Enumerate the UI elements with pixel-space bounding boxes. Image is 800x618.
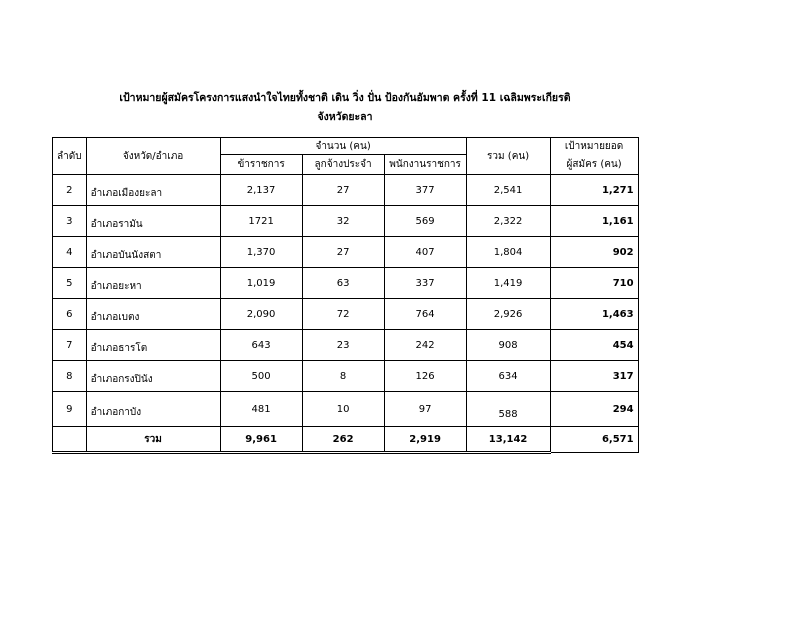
header-count-group: จำนวน (คน) <box>220 138 466 155</box>
row-staff: 407 <box>384 237 466 268</box>
row-district: อำเภอเบตง <box>86 299 220 330</box>
totals-no-cell <box>53 427 87 453</box>
row-no: 6 <box>53 299 87 330</box>
target-table <box>52 137 639 454</box>
row-total: 588 <box>466 392 550 427</box>
header-total: รวม (คน) <box>466 138 550 175</box>
row-staff: 126 <box>384 361 466 392</box>
row-no: 5 <box>53 268 87 299</box>
row-total: 2,322 <box>466 206 550 237</box>
row-total: 1,804 <box>466 237 550 268</box>
row-permanent: 27 <box>302 237 384 268</box>
row-staff: 97 <box>384 392 466 427</box>
row-permanent: 23 <box>302 330 384 361</box>
row-target: 294 <box>550 392 638 427</box>
row-district: อำเภอธารโต <box>86 330 220 361</box>
totals-row <box>53 427 639 453</box>
row-staff: 242 <box>384 330 466 361</box>
row-civil: 500 <box>220 361 302 392</box>
row-civil: 1,370 <box>220 237 302 268</box>
header-target-line1: เป้าหมายยอด <box>564 141 624 152</box>
totals-total: 13,142 <box>466 427 550 453</box>
row-target: 1,161 <box>550 206 638 237</box>
row-target: 710 <box>550 268 638 299</box>
table-row <box>53 299 639 330</box>
row-district: อำเภอยะหา <box>86 268 220 299</box>
row-permanent: 10 <box>302 392 384 427</box>
row-staff: 569 <box>384 206 466 237</box>
table-row <box>53 330 639 361</box>
row-permanent: 72 <box>302 299 384 330</box>
row-permanent: 27 <box>302 175 384 206</box>
row-civil: 643 <box>220 330 302 361</box>
row-no: 7 <box>53 330 87 361</box>
row-total: 2,926 <box>466 299 550 330</box>
row-total: 2,541 <box>466 175 550 206</box>
row-no: 2 <box>53 175 87 206</box>
row-total: 634 <box>466 361 550 392</box>
row-total: 1,419 <box>466 268 550 299</box>
row-civil: 2,090 <box>220 299 302 330</box>
table-row <box>53 392 639 427</box>
header-staff: พนักงานราชการ <box>384 155 466 175</box>
table-row <box>53 206 639 237</box>
table-row <box>53 361 639 392</box>
row-no: 3 <box>53 206 87 237</box>
row-no: 9 <box>53 392 87 427</box>
document-subtitle: จังหวัดยะลา <box>317 111 373 123</box>
row-target: 317 <box>550 361 638 392</box>
row-staff: 377 <box>384 175 466 206</box>
row-total: 908 <box>466 330 550 361</box>
row-district: อำเภอกรงปินัง <box>86 361 220 392</box>
row-civil: 2,137 <box>220 175 302 206</box>
totals-permanent: 262 <box>302 427 384 453</box>
totals-label: รวม <box>86 427 220 453</box>
table-row <box>53 268 639 299</box>
row-permanent: 8 <box>302 361 384 392</box>
row-staff: 337 <box>384 268 466 299</box>
row-target: 1,271 <box>550 175 638 206</box>
table-row <box>53 237 639 268</box>
header-permanent: ลูกจ้างประจำ <box>302 155 384 175</box>
header-district: จังหวัด/อำเภอ <box>86 138 220 175</box>
row-permanent: 32 <box>302 206 384 237</box>
table-row <box>53 175 639 206</box>
row-target: 1,463 <box>550 299 638 330</box>
row-district: อำเภอกาบัง <box>86 392 220 427</box>
row-district: อำเภอรามัน <box>86 206 220 237</box>
row-no: 4 <box>53 237 87 268</box>
document-title: เป้าหมายผู้สมัครโครงการแสงนำใจไทยทั้งชาติ เดิน วิ่ง ปั่น ป้องกันอัมพาต ครั้งที่ 11 เฉลิมพระเกียรติ <box>119 92 571 104</box>
row-civil: 481 <box>220 392 302 427</box>
row-civil: 1,019 <box>220 268 302 299</box>
totals-civil: 9,961 <box>220 427 302 453</box>
row-target: 454 <box>550 330 638 361</box>
row-permanent: 63 <box>302 268 384 299</box>
row-district: อำเภอบันนังสตา <box>86 237 220 268</box>
row-target: 902 <box>550 237 638 268</box>
totals-staff: 2,919 <box>384 427 466 453</box>
header-target <box>550 138 638 175</box>
header-no: ลำดับ <box>53 138 87 175</box>
header-civil: ข้าราชการ <box>220 155 302 175</box>
row-staff: 764 <box>384 299 466 330</box>
row-civil: 1721 <box>220 206 302 237</box>
header-target-line2: ผู้สมัคร (คน) <box>566 159 622 170</box>
totals-target: 6,571 <box>550 427 638 453</box>
row-district: อำเภอเมืองยะลา <box>86 175 220 206</box>
row-no: 8 <box>53 361 87 392</box>
